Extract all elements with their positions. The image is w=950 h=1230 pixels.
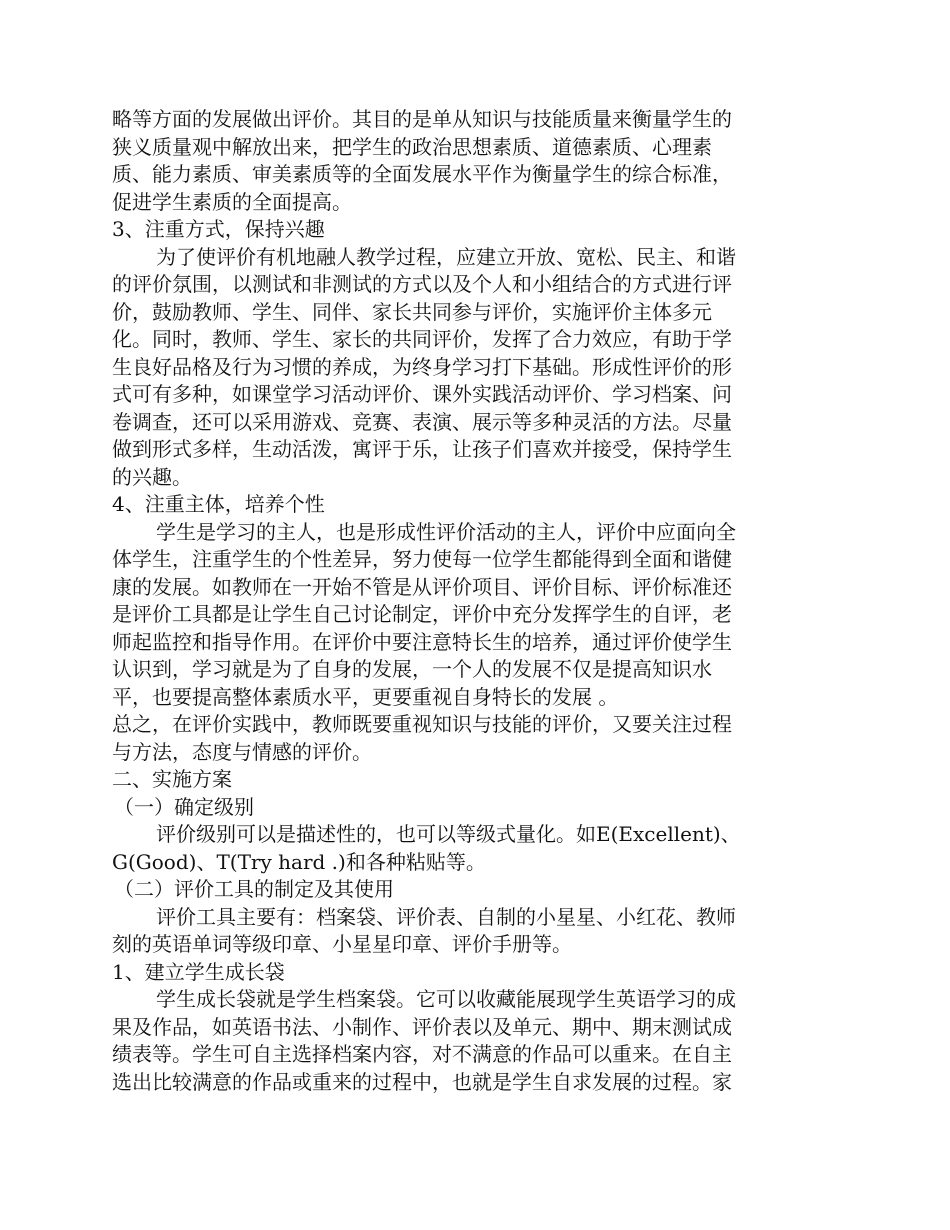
text-line-8: 价，鼓励教师、学生、同伴、家长共同参与评价，实施评价主体多元 (112, 299, 712, 324)
text-line-30: 评价工具主要有：档案袋、评价表、自制的小星星、小红花、教师 (156, 904, 736, 929)
chapter-heading-implementation: 二、实施方案 (112, 767, 232, 791)
text-line-28: G(Good)、T(Try hard .)和各种粘贴等。 (112, 849, 486, 874)
document-body (112, 106, 850, 1096)
text-line-2: 狭义质量观中解放出来，把学生的政治思想素质、道德素质、心理素 (112, 134, 712, 159)
text-line-10: 生良好品格及行为习惯的养成，为终身学习打下基础。形成性评价的形 (112, 354, 732, 379)
summary-line-2: 与方法，态度与情感的评价。 (112, 739, 372, 764)
text-line-20: 师起监控和指导作用。在评价中要注意特长生的培养，通过评价使学生 (112, 629, 732, 654)
text-line-12: 卷调查，还可以采用游戏、竞赛、表演、展示等多种灵活的方法。尽量 (112, 409, 732, 434)
text-line-33: 学生成长袋就是学生档案袋。它可以收藏能展现学生英语学习的成 (156, 987, 736, 1011)
text-line-4: 促进学生素质的全面提高。 (112, 189, 352, 214)
text-line-34: 果及作品，如英语书法、小制作、评价表以及单元、期中、期末测试成 (112, 1014, 732, 1039)
text-line-17: 体学生，注重学生的个性差异，努力使每一位学生都能得到全面和谐健 (112, 547, 732, 571)
text-line-13: 做到形式多样，生动活泼，寓评于乐，让孩子们喜欢并接受，保持学生 (112, 437, 732, 461)
text-line-21: 认识到，学习就是为了自身的发展，一个人的发展不仅是提高知识水 (112, 657, 712, 681)
text-line-18: 康的发展。如教师在一开始不管是从评价项目、评价目标、评价标准还 (112, 574, 732, 599)
text-line-6: 为了使评价有机地融人教学过程，应建立开放、宽松、民主、和谐 (156, 244, 736, 269)
text-line-22: 平，也要提高整体素质水平，更要重视自身特长的发展 。 (112, 684, 619, 709)
text-line-3: 质、能力素质、审美素质等的全面发展水平作为衡量学生的综合标准， (112, 162, 732, 186)
text-line-11: 式可有多种，如课堂学习活动评价、课外实践活动评价、学习档案、问 (112, 382, 732, 406)
text-line-27: 评价级别可以是描述性的，也可以等级式量化。如E(Excellent)、 (156, 822, 741, 846)
section-heading-growth-bag: 1、建立学生成长袋 (112, 959, 285, 984)
text-line-31: 刻的英语单词等级印章、小星星印章、评价手册等。 (112, 932, 572, 956)
text-line-14: 的兴趣。 (112, 464, 192, 489)
text-line-1: 略等方面的发展做出评价。其目的是单从知识与技能质量来衡量学生的 (112, 107, 732, 131)
section-heading-3: 3、注重方式，保持兴趣 (112, 217, 325, 241)
text-line-16: 学生是学习的主人，也是形成性评价活动的主人，评价中应面向全 (156, 519, 736, 544)
section-heading-4: 4、注重主体，培养个性 (112, 492, 325, 516)
text-line-35: 绩表等。学生可自主选择档案内容，对不满意的作品可以重来。在自主 (112, 1042, 732, 1066)
text-line-36: 选出比较满意的作品或重来的过程中，也就是学生自求发展的过程。家 (112, 1069, 732, 1094)
text-line-19: 是评价工具都是让学生自己讨论制定，评价中充分发挥学生的自评，老 (112, 602, 732, 626)
subheading-determine-level: （一）确定级别 (114, 794, 254, 819)
subheading-evaluation-tools: （二）评价工具的制定及其使用 (114, 877, 394, 901)
text-line-7: 的评价氛围，以测试和非测试的方式以及个人和小组结合的方式进行评 (112, 272, 732, 296)
summary-line-1: 总之，在评价实践中，教师既要重视知识与技能的评价，又要关注过程 (112, 712, 732, 736)
text-line-9: 化。同时，教师、学生、家长的共同评价，发挥了合力效应，有助于学 (112, 327, 732, 351)
